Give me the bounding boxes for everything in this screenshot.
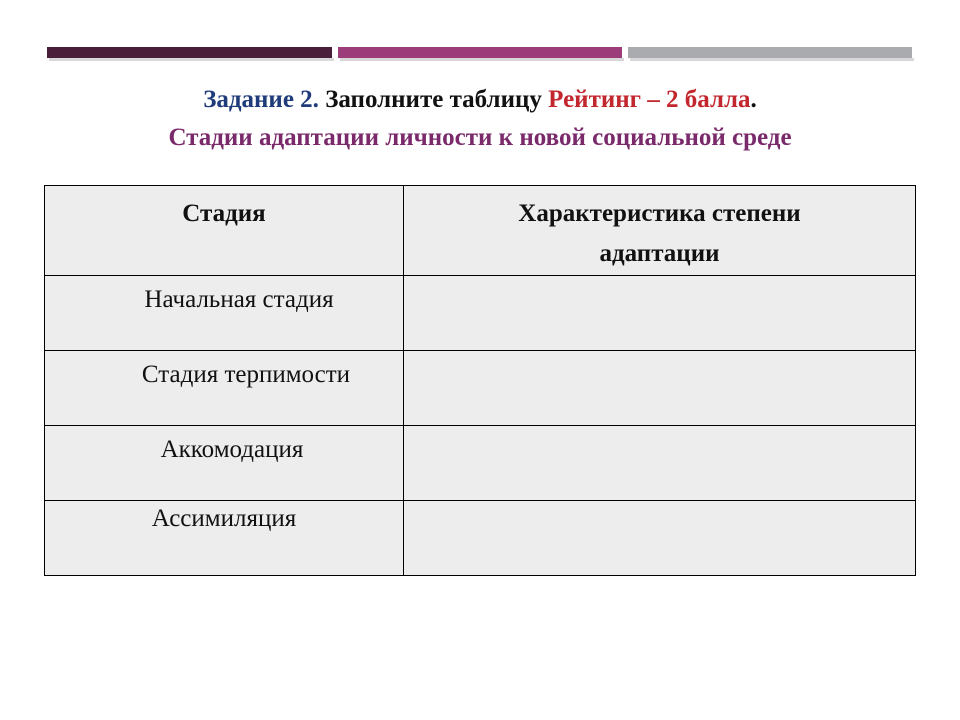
column-header-characteristic-line-1: Характеристика степени bbox=[518, 200, 801, 227]
table-row bbox=[45, 501, 916, 576]
stage-cell bbox=[45, 276, 404, 351]
characteristic-cell[interactable] bbox=[404, 501, 916, 576]
task-rating: Рейтинг – 2 балла bbox=[548, 86, 751, 113]
table-row bbox=[45, 351, 916, 426]
title-period: . bbox=[750, 86, 757, 113]
decor-stripe-dark bbox=[47, 47, 332, 58]
table-header-row bbox=[45, 186, 916, 276]
task-instruction: Заполните таблицу bbox=[318, 86, 549, 113]
column-header-stage-label: Стадия bbox=[182, 200, 266, 227]
characteristic-cell[interactable] bbox=[404, 351, 916, 426]
decor-stripe-shadow bbox=[340, 58, 624, 61]
page-title bbox=[0, 86, 960, 114]
stage-name: Начальная стадия bbox=[144, 286, 334, 313]
table-row bbox=[45, 276, 916, 351]
stage-cell bbox=[45, 351, 404, 426]
task-label: Задание 2. bbox=[203, 86, 319, 113]
characteristic-cell[interactable] bbox=[404, 276, 916, 351]
page-subtitle: Стадии адаптации личности к новой социальной среде bbox=[168, 124, 792, 151]
stage-cell bbox=[45, 426, 404, 501]
stage-name: Ассимиляция bbox=[151, 505, 297, 532]
decor-stripe-shadow bbox=[630, 58, 914, 61]
stage-name: Стадия терпимости bbox=[141, 361, 351, 388]
column-header-characteristic-line-2: адаптации bbox=[599, 240, 720, 267]
decor-stripe-magenta bbox=[338, 47, 622, 58]
adaptation-stages-table bbox=[44, 185, 916, 576]
stage-cell bbox=[45, 501, 404, 576]
characteristic-cell[interactable] bbox=[404, 426, 916, 501]
stage-name: Аккомодация bbox=[160, 436, 304, 463]
column-header-stage bbox=[45, 186, 404, 276]
decor-stripe-shadow bbox=[49, 58, 334, 61]
decor-stripe-gray bbox=[628, 47, 912, 58]
column-header-characteristic bbox=[404, 186, 916, 276]
table-row bbox=[45, 426, 916, 501]
